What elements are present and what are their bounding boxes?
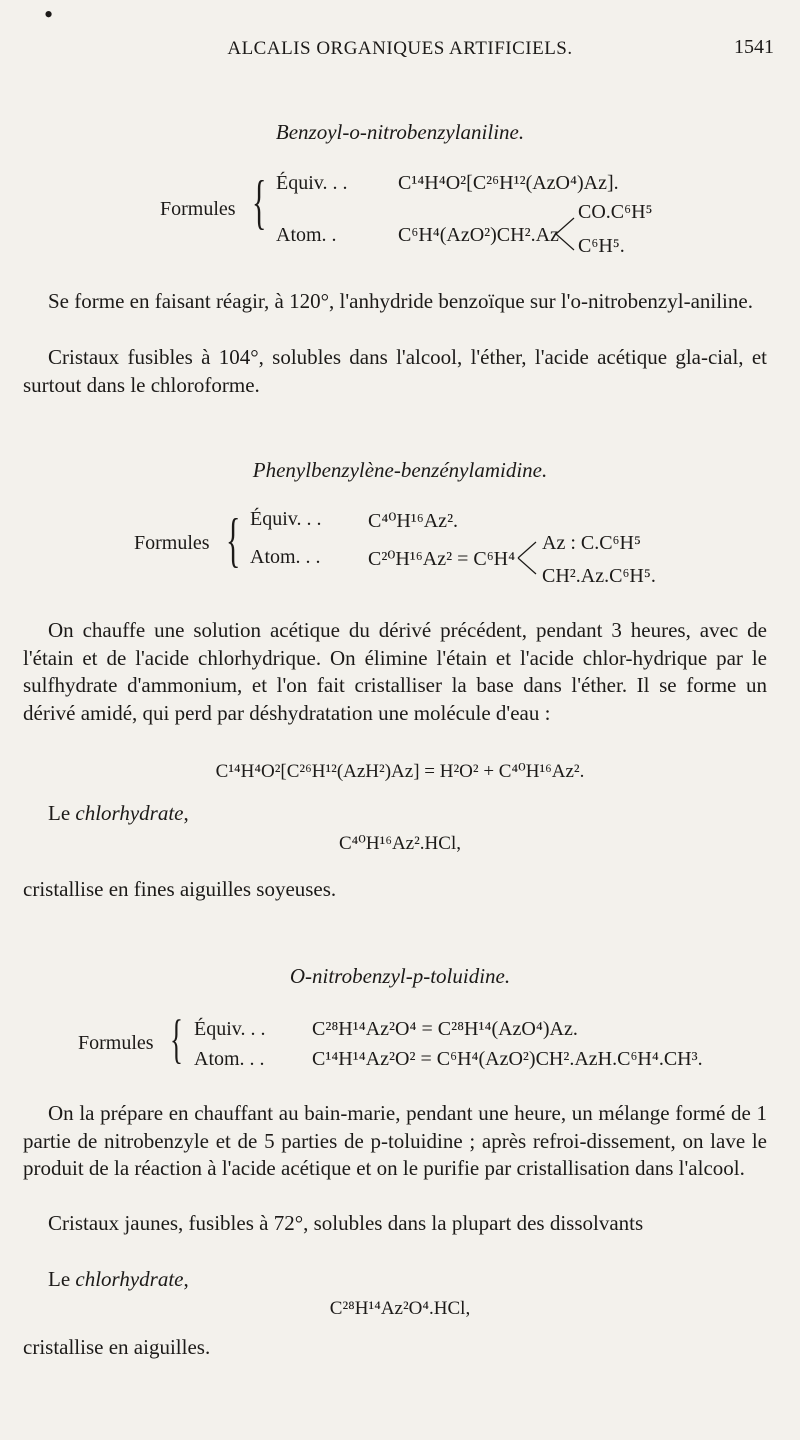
brace-icon: { xyxy=(226,507,241,573)
equiv-formula: C¹⁴H⁴O²[C²⁶H¹²(AzO⁴)Az]. xyxy=(398,172,619,194)
equation: C¹⁴H⁴O²[C²⁶H¹²(AzH²)Az] = H²O² + C⁴⁰H¹⁶Az². xyxy=(215,761,585,782)
formulas-label: Formules xyxy=(134,532,210,554)
chlorhydrate-line xyxy=(23,800,767,828)
paragraph: cristallise en fines aiguilles soyeuses. xyxy=(23,877,337,901)
atom-branch-bottom: CH².Az.C⁶H⁵. xyxy=(542,565,656,587)
equiv-label: Équiv. . . xyxy=(194,1018,266,1040)
chlor-word: chlorhydrate xyxy=(75,801,184,825)
formulas-label: Formules xyxy=(78,1032,154,1054)
section-title-benzoyl: Benzoyl-o-nitrobenzylaniline. xyxy=(275,120,525,144)
chlor-word: chlorhydrate xyxy=(75,1267,184,1291)
paragraph: cristallise en aiguilles. xyxy=(23,1335,211,1359)
chlor-prefix: Le xyxy=(48,1267,76,1291)
paragraph: On chauffe une solution acétique du dérivé précédent, pendant 3 heures, avec de l'étain et de l'acide chlorhydrique. On élimine l'étain et l'acide chlor-hydrique par le sulfhydrate d'ammonium, et l'on fait cristalliser la base dans l'éther. Il se forme un dérivé amidé, qui perd par déshydratation une molécule d'eau : xyxy=(23,618,767,725)
running-header: ALCALIS ORGANIQUES ARTIFICIELS. xyxy=(227,38,573,59)
atom-formula: C⁶H⁴(AzO²)CH².Az xyxy=(398,224,559,246)
brace-icon: { xyxy=(252,169,267,235)
section-title-phenylbenzylene: Phenylbenzylène-benzénylamidine. xyxy=(252,458,548,482)
atom-label: Atom. . xyxy=(276,224,337,246)
paragraph: Cristaux fusibles à 104°, solubles dans l'alcool, l'éther, l'acide acétique gla-cial, et surtout dans le chloroforme. xyxy=(23,345,767,397)
atom-label: Atom. . . xyxy=(194,1048,265,1070)
equiv-formula: C²⁸H¹⁴Az²O⁴ = C²⁸H¹⁴(AzO⁴)Az. xyxy=(312,1018,578,1040)
equiv-formula: C⁴⁰H¹⁶Az². xyxy=(368,510,459,532)
branch-lines xyxy=(514,536,544,580)
chlorhydrate-line xyxy=(23,1266,767,1294)
page-number: 1541 xyxy=(734,36,774,58)
chlor-suffix: , xyxy=(183,1267,189,1291)
chlor-formula: C²⁸H¹⁴Az²O⁴.HCl, xyxy=(329,1298,471,1319)
paragraph: Cristaux jaunes, fusibles à 72°, solubles dans la plupart des dissolvants xyxy=(48,1211,644,1235)
paragraph: Se forme en faisant réagir, à 120°, l'anhydride benzoïque sur l'o-nitrobenzyl-aniline. xyxy=(48,289,753,313)
atom-branch-bottom: C⁶H⁵. xyxy=(578,235,625,257)
atom-branch-top: Az : C.C⁶H⁵ xyxy=(542,532,641,554)
equiv-label: Équiv. . . xyxy=(250,508,322,530)
atom-formula: C²⁰H¹⁶Az² = C⁶H⁴ xyxy=(368,548,516,570)
equiv-label: Équiv. . . xyxy=(276,172,348,194)
chlor-prefix: Le xyxy=(48,801,76,825)
chlor-formula: C⁴⁰H¹⁶Az².HCl, xyxy=(339,833,461,854)
atom-formula: C¹⁴H¹⁴Az²O² = C⁶H⁴(AzO²)CH².AzH.C⁶H⁴.CH³. xyxy=(312,1048,703,1070)
paragraph: On la prépare en chauffant au bain-marie, pendant une heure, un mélange formé de 1 partie de nitrobenzyle et de 5 parties de p-toluidine ; après refroi-dissement, on lave le produit de la réaction à l'acide acétique et on le purifie par cristallisation dans l'alcool. xyxy=(23,1101,767,1181)
page-dot: • xyxy=(44,0,54,29)
atom-branch-top: CO.C⁶H⁵ xyxy=(578,201,653,223)
chlor-suffix: , xyxy=(183,801,189,825)
atom-label: Atom. . . xyxy=(250,546,321,568)
formulas-label: Formules xyxy=(160,198,236,220)
brace-icon: { xyxy=(170,1009,183,1069)
section-title-nitrobenzyl-toluidine: O-nitrobenzyl-p-toluidine. xyxy=(289,964,511,988)
